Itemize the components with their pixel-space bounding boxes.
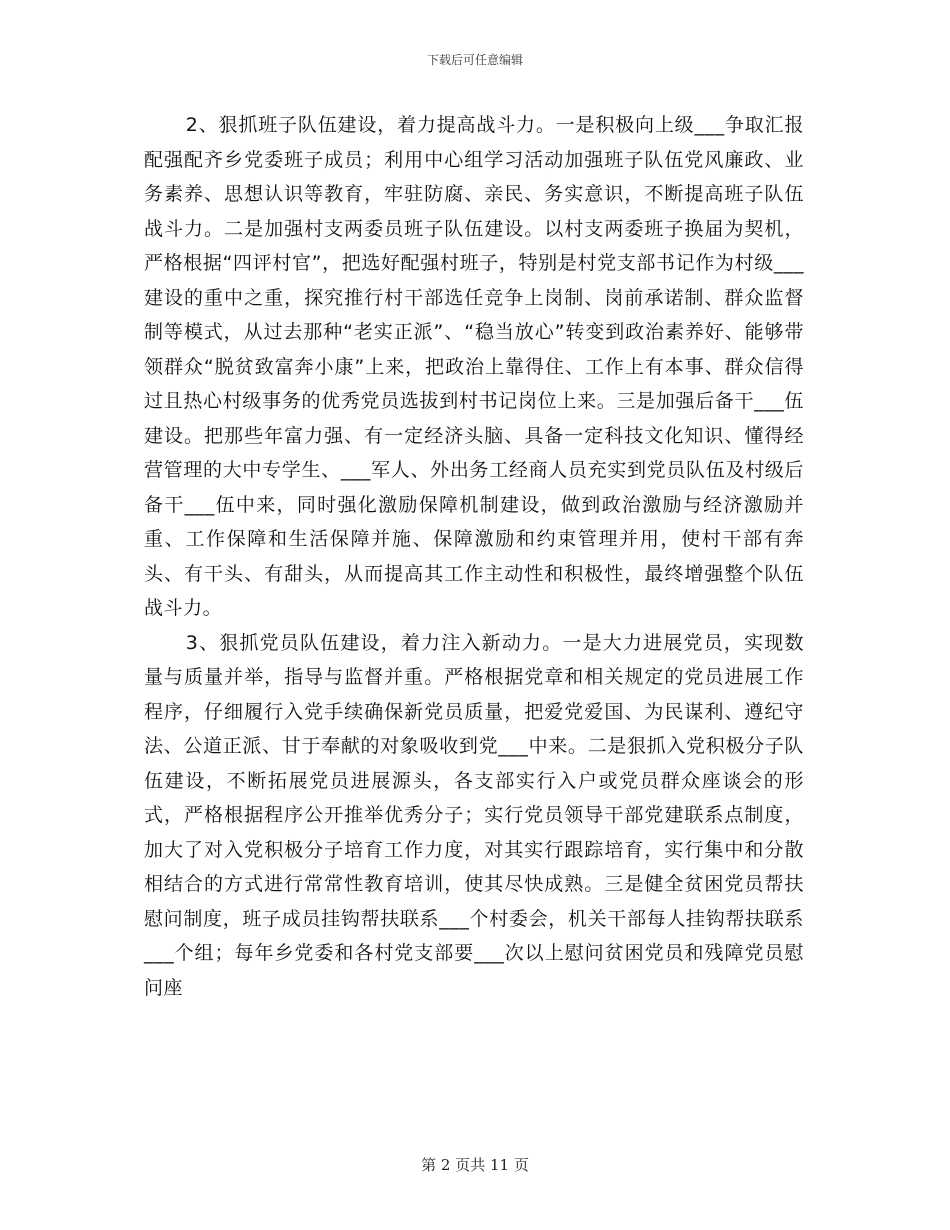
page-header: [0, 52, 950, 68]
paragraph-team-building: 2、狠抓班子队伍建设，着力提高战斗力。一是积极向上级___争取汇报配强配齐乡党委班子成员；利用中心组学习活动加强班子队伍党风廉政、业务素养、思想认识等教育，牢驻防腐、亲民、务实意识，不断提高班子队伍战斗力。二是加强村支两委员班子队伍建设。以村支两委班子换届为契机，严格根据“四评村官”，把选好配强村班子，特别是村党支部书记作为村级___建设的重中之重，探究推行村干部选任竞争上岗制、岗前承诺制、群众监督制等模式，从过去那种“老实正派”、“稳当放心”转变到政治素养好、能够带领群众“脱贫致富奔小康”上来，把政治上靠得住、工作上有本事、群众信得过且热心村级事务的优秀党员选拔到村书记岗位上来。三是加强后备干___伍建设。把那些年富力强、有一定经济头脑、具备一定科技文化知识、懂得经营管理的大中专学生、___军人、外出务工经商人员充实到党员队伍及村级后备干___伍中来，同时强化激励保障机制建设，做到政治激励与经济激励并重、工作保障和生活保障并施、保障激励和约束管理并用，使村干部有奔头、有干头、有甜头，从而提高其工作主动性和积极性，最终增强整个队伍战斗力。: [144, 114, 804, 619]
document-body: [144, 108, 804, 1005]
paragraph-party-member-building: 3、狠抓党员队伍建设，着力注入新动力。一是大力进展党员，实现数量与质量并举，指导与监督并重。严格根据党章和相关规定的党员进展工作程序，仔细履行入党手续确保新党员质量，把爱党爱国、为民谋利、遵纪守法、公道正派、甘于奉献的对象吸收到党___中来。二是狠抓入党积极分子队伍建设，不断拓展党员进展源头，各支部实行入户或党员群众座谈会的形式，严格根据程序公开推举优秀分子；实行党员领导干部党建联系点制度，加大了对入党积极分子培育工作力度，对其实行跟踪培育，实行集中和分散相结合的方式进行常常性教育培训，使其尽快成熟。三是健全贫困党员帮扶慰问制度，班子成员挂钩帮扶联系___个村委会，机关干部每人挂钩帮扶联系___个组；每年乡党委和各村党支部要___次以上慰问贫困党员和残障党员慰问座: [144, 631, 804, 999]
page-footer: [0, 1155, 950, 1175]
page-number: 第 2 页共 11 页: [421, 1156, 529, 1174]
header-note: 下载后可任意编辑: [426, 53, 523, 67]
